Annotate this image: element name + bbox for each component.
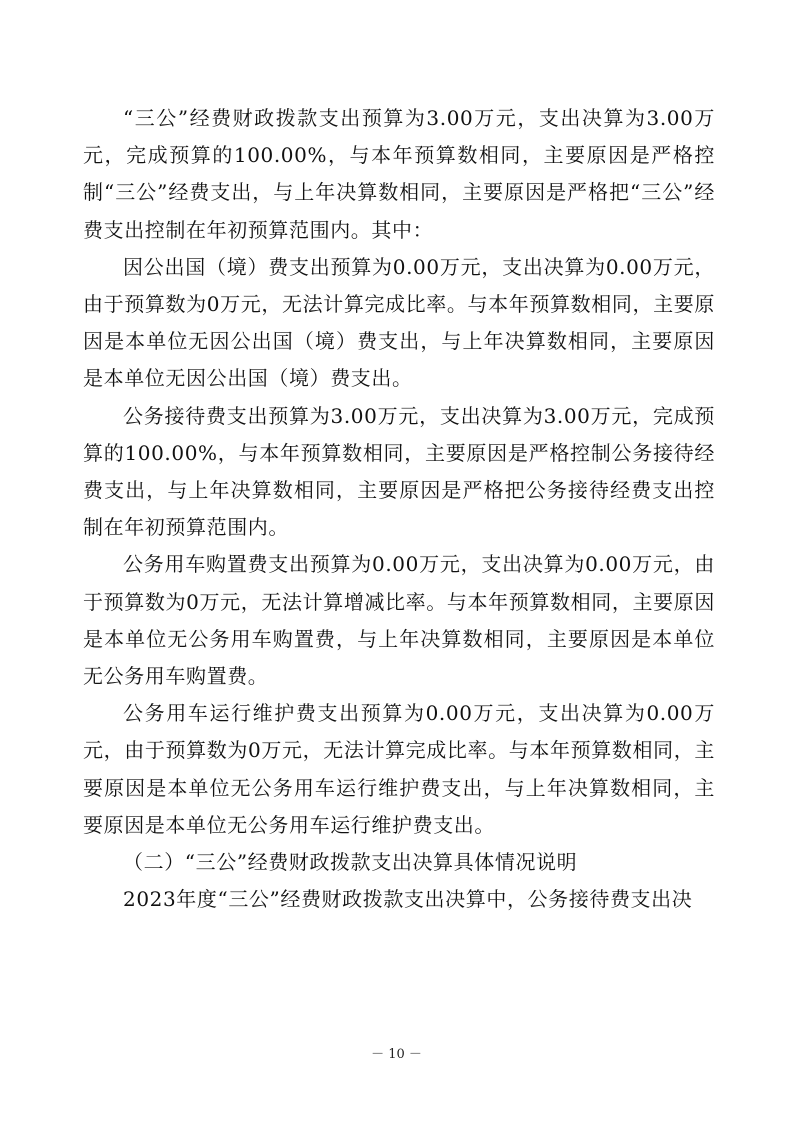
page-number: － 10 － — [371, 1047, 422, 1062]
paragraph-official-reception: 公务接待费支出预算为3.00万元，支出决算为3.00万元，完成预算的100.00%，与本年预算数相同，主要原因是严格控制公务接待经费支出，与上年决算数相同，主要原因是严格把公务接待经费支出控制在年初预算范围内。 — [83, 403, 715, 540]
document-body — [83, 100, 715, 918]
paragraph-final-details: 2023年度“三公”经费财政拨款支出决算中，公务接待费支出决 — [123, 887, 693, 912]
section-heading: （二）“三公”经费财政拨款支出决算具体情况说明 — [123, 850, 578, 875]
paragraph-vehicle-operation: 公务用车运行维护费支出预算为0.00万元，支出决算为0.00万元，由于预算数为0万元，无法计算完成比率。与本年预算数相同，主要原因是本单位无公务用车运行维护费支出，与上年决算数相同，主要原因是本单位无公务用车运行维护费支出。 — [83, 701, 715, 837]
paragraph-vehicle-purchase: 公务用车购置费支出预算为0.00万元，支出决算为0.00万元，由于预算数为0万元，无法计算增减比率。与本年预算数相同，主要原因是本单位无公务用车购置费，与上年决算数相同，主要原因是本单位无公务用车购置费。 — [83, 552, 715, 689]
paragraph-overseas-travel: 因公出国（境）费支出预算为0.00万元，支出决算为0.00万元，由于预算数为0万元，无法计算完成比率。与本年预算数相同，主要原因是本单位无因公出国（境）费支出，与上年决算数相同，主要原因是本单位无因公出国（境）费支出。 — [83, 254, 715, 391]
paragraph-sangong-summary: “三公”经费财政拨款支出预算为3.00万元，支出决算为3.00万元，完成预算的100.00%，与本年预算数相同，主要原因是严格控制“三公”经费支出，与上年决算数相同，主要原因是严格把“三公”经费支出控制在年初预算范围内。其中： — [83, 106, 715, 242]
